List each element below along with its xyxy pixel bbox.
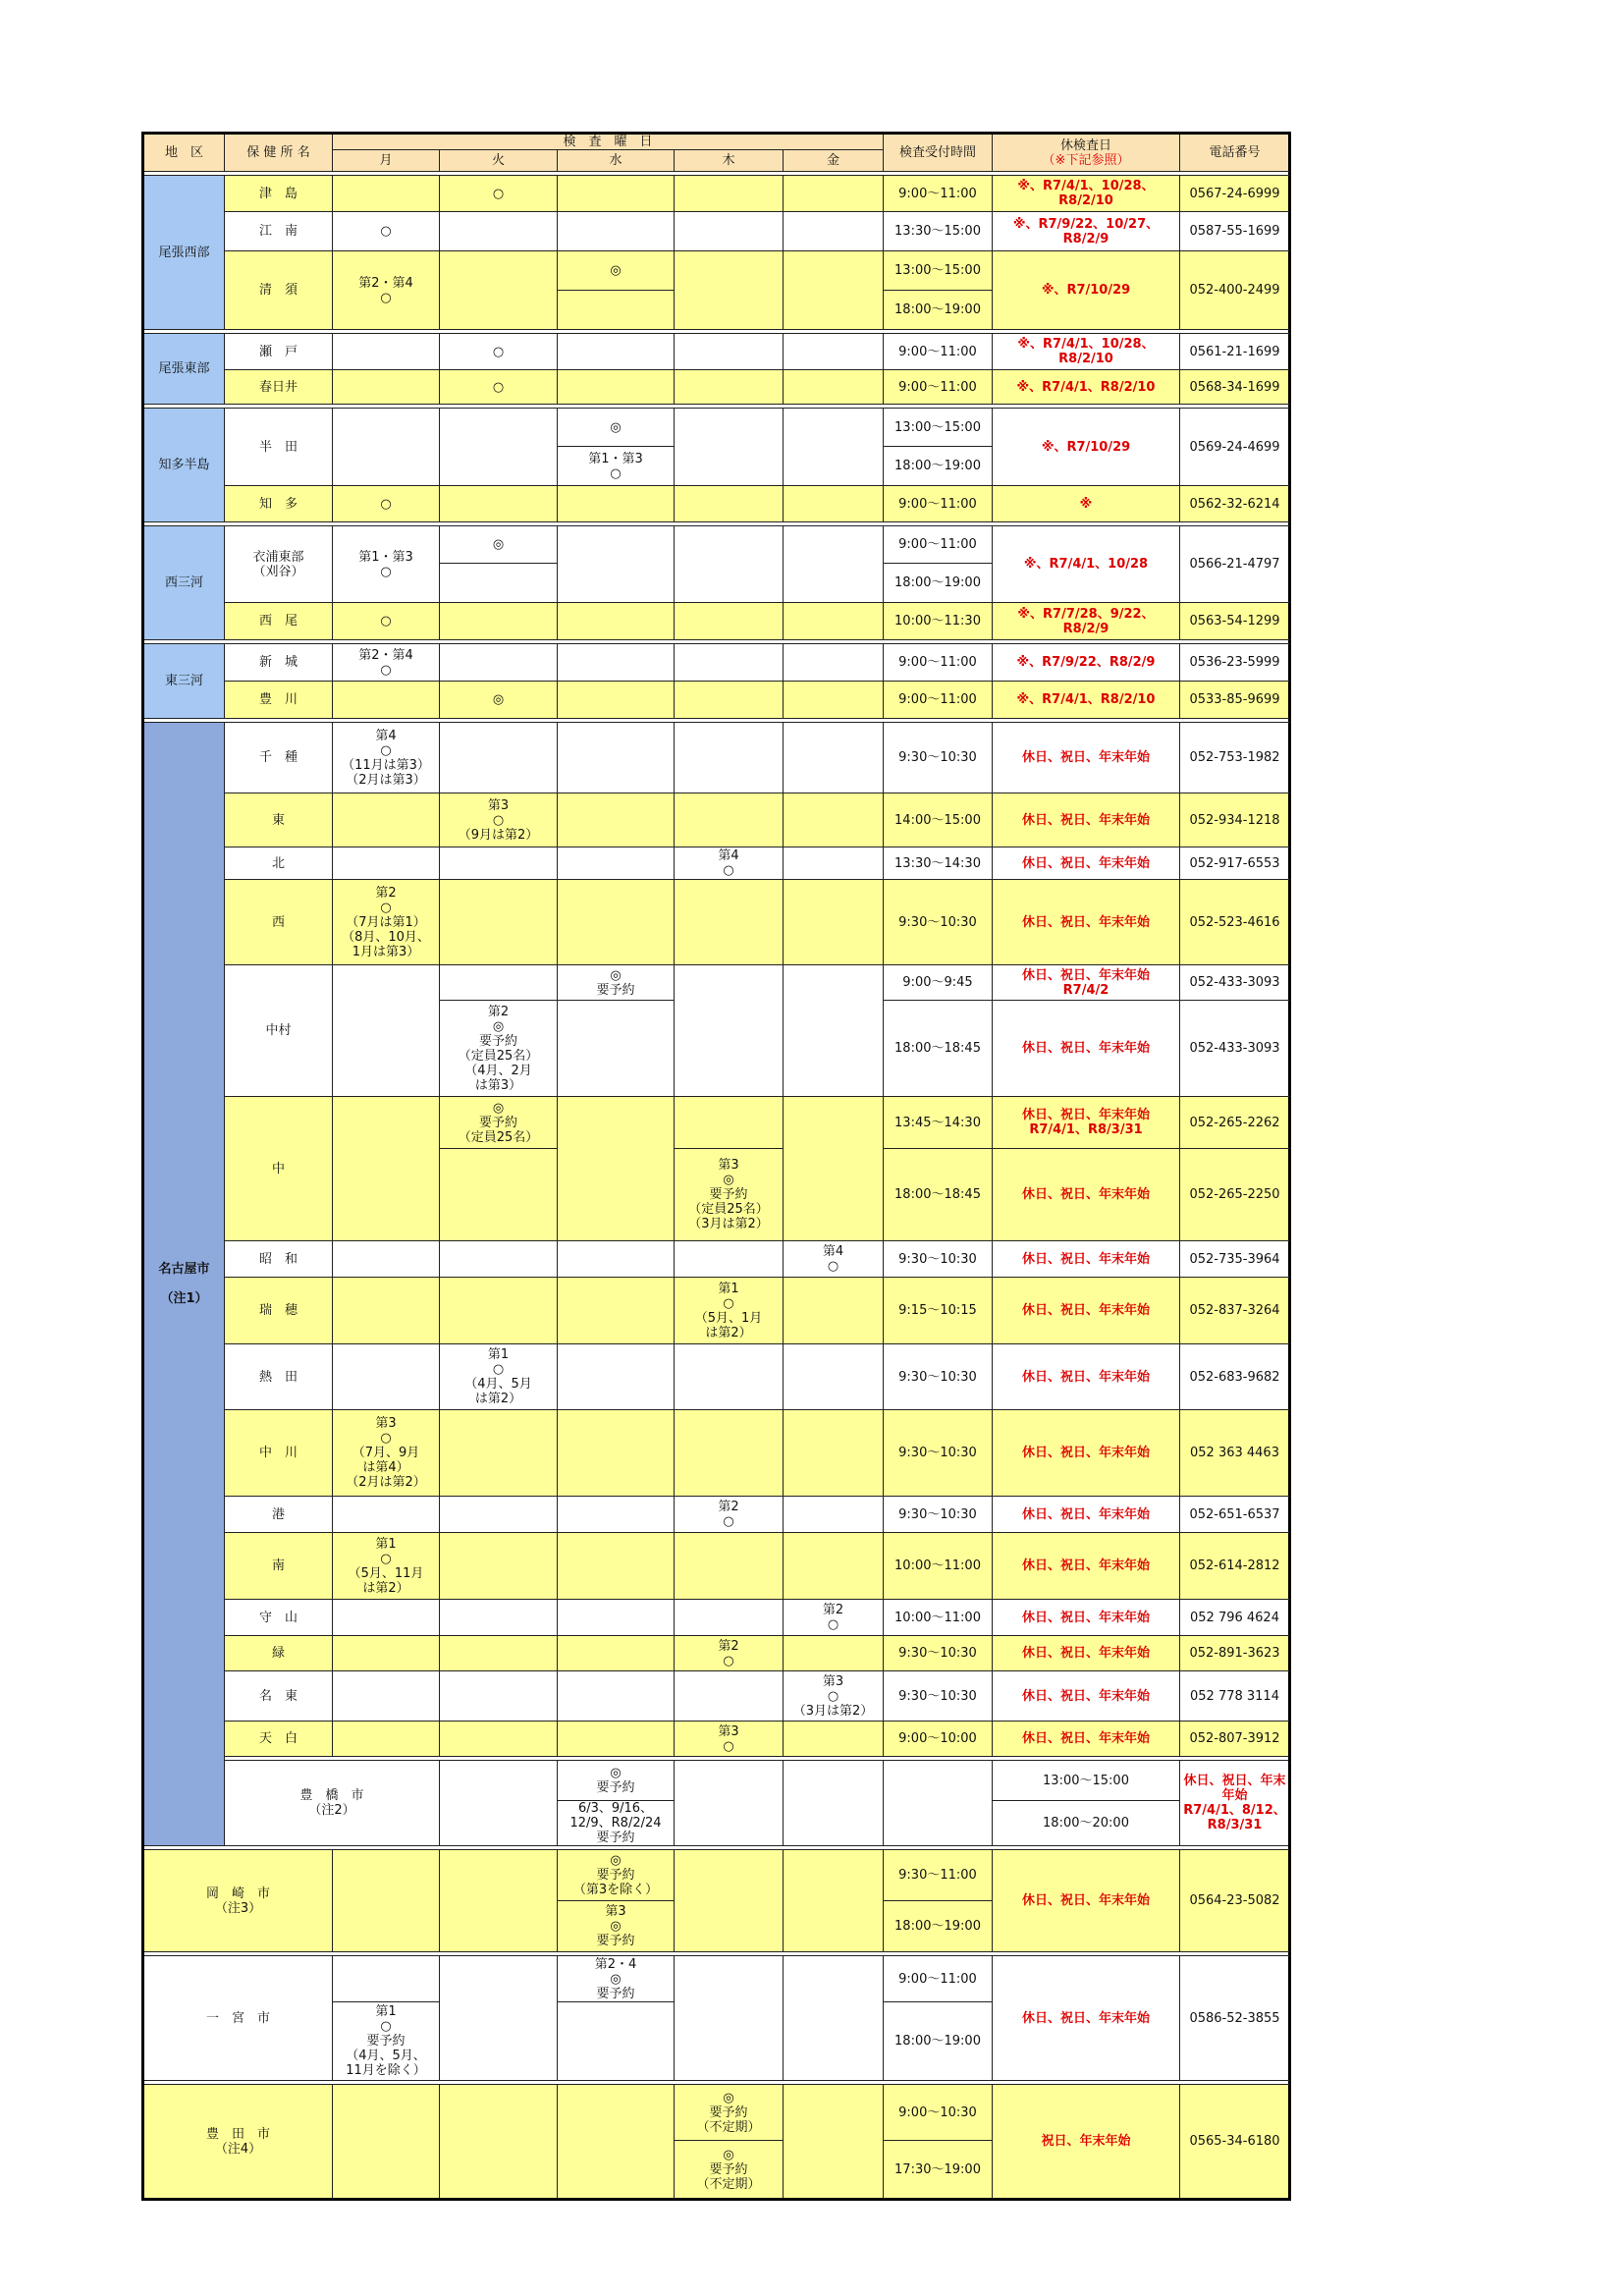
phone-number: 052-433-3093 [1180,965,1290,1001]
table-row [143,1636,1290,1671]
closed-days: ※、R7/9/22、10/27、 R8/2/9 [993,212,1180,251]
phone-number: 0562-32-6214 [1180,486,1290,522]
reception-time: 13:30～15:00 [884,212,993,251]
closed-days: 休日、祝日、年末年始 [993,1722,1180,1757]
closed-days: ※、R7/4/1、10/28 [993,526,1180,603]
reception-time: 13:00～15:00 [884,409,993,447]
phone-number: 0561-21-1699 [1180,334,1290,370]
district-chita: 知多半島 [143,409,225,522]
day-cell: 第3 ○ （7月、9月 は第4） （2月は第2） [333,1410,440,1497]
center-name: 天 白 [225,1722,333,1757]
day-cell: ◎ [440,682,558,719]
center-name: 瀬 戸 [225,334,333,370]
day-cell: 6/3、9/16、 12/9、R8/2/24 要予約 [558,1801,675,1846]
reception-time: 9:00～11:00 [884,334,993,370]
closed-days: 休日、祝日、年末年始 [993,847,1180,880]
center-name: 豊 川 [225,682,333,719]
phone-number: 052-753-1982 [1180,723,1290,793]
phone-number: 052-433-3093 [1180,1001,1290,1097]
reception-time: 10:00～11:00 [884,1600,993,1636]
center-header: 保 健 所 名 [225,134,333,172]
table-row [143,1600,1290,1636]
day-cell: ◎ 要予約 [558,965,675,1001]
center-name: 緑 [225,1636,333,1671]
center-name: 春日井 [225,370,333,405]
phone-header: 電話番号 [1180,134,1290,172]
closed-days: 休日、祝日、年末年始 [993,880,1180,965]
day-cell: 第1 ○ （5月、1月 は第2） [675,1278,784,1344]
reception-time: 9:30～10:30 [884,1344,993,1410]
phone-number: 0567-24-6999 [1180,176,1290,212]
phone-number: 052-523-4616 [1180,880,1290,965]
table-row [143,1097,1290,1149]
day-cell: 第1 ○ （4月、5月 は第2） [440,1344,558,1410]
district-higashimikawa: 東三河 [143,644,225,719]
center-name: 西 尾 [225,603,333,640]
closed-header-label: 休検査日 [1059,137,1111,153]
center-name: 中 [225,1097,333,1241]
table-row [143,176,1290,212]
center-name: 守 山 [225,1600,333,1636]
phone-number: 052-683-9682 [1180,1344,1290,1410]
day-cell: ◎ [558,409,675,447]
table-row [143,1497,1290,1533]
phone-number: 052-807-3912 [1180,1722,1290,1757]
center-name: 港 [225,1497,333,1533]
center-name: 西 [225,880,333,965]
day-cell: 第2・4 ◎ 要予約 [558,1956,675,2002]
day-cell: 第2・第4 ○ [333,644,440,682]
closed-days: ※、R7/4/1、R8/2/10 [993,370,1180,405]
closed-days: ※、R7/10/29 [993,251,1180,330]
reception-time: 14:00～15:00 [884,793,993,847]
phone-number: 052-837-3264 [1180,1278,1290,1344]
day-cell: 第2 ○ [675,1636,784,1671]
reception-time: 9:00～11:00 [884,682,993,719]
phone-number: 0569-24-4699 [1180,409,1290,486]
table-row [143,1344,1290,1410]
day-cell: 第4 ○ [784,1241,884,1278]
days-group-header: 検 査 曜 日 [333,134,884,150]
phone-number: 0536-23-5999 [1180,644,1290,682]
district-ichinomiya: 一 宮 市 [143,1956,333,2081]
table-row [143,212,1290,251]
reception-time: 9:00～10:00 [884,1722,993,1757]
table-row [143,2085,1290,2141]
closed-days: 祝日、年末年始 [993,2085,1180,2200]
day-cell: ◎ 要予約 （定員25名） [440,1097,558,1149]
day-cell: ○ [333,486,440,522]
reception-time: 9:30～10:30 [884,1671,993,1722]
phone-number: 0563-54-1299 [1180,603,1290,640]
center-name: 新 城 [225,644,333,682]
closed-days: 休日、祝日、年末年始 [993,1850,1180,1952]
day-cell: 第3 ◎ 要予約 （定員25名） （3月は第2） [675,1149,784,1241]
phone-number: 052-265-2250 [1180,1149,1290,1241]
reception-time: 9:30～10:30 [884,723,993,793]
center-name: 東 [225,793,333,847]
phone-number: 0587-55-1699 [1180,212,1290,251]
district-header: 地 区 [143,134,225,172]
closed-days: 休日、祝日、年末年始 [993,1671,1180,1722]
table-row [143,1533,1290,1600]
day-cell: 第3 ○ [675,1722,784,1757]
closed-days: ※、R7/4/1、10/28、 R8/2/10 [993,334,1180,370]
phone-number: 052-651-6537 [1180,1497,1290,1533]
reception-time: 9:30～11:00 [884,1850,993,1901]
center-name: 昭 和 [225,1241,333,1278]
reception-time: 18:00～19:00 [884,2002,993,2081]
closed-days: 休日、祝日、年末年始 [993,793,1180,847]
table-row [143,1278,1290,1344]
closed-days: 休日、祝日、年末年始 [993,1241,1180,1278]
phone-number: 052 363 4463 [1180,1410,1290,1497]
table-row [143,1850,1290,1901]
phone-number: 052-934-1218 [1180,793,1290,847]
phone-number: 0565-34-6180 [1180,2085,1290,2200]
day-cell: ○ [440,176,558,212]
table-row [143,880,1290,965]
day-cell: ◎ [558,251,675,291]
center-name: 南 [225,1533,333,1600]
day-cell: 第2・第4 ○ [333,251,440,330]
day-cell: ◎ 要予約 （第3を除く） [558,1850,675,1901]
day-cell: 第2 ◎ 要予約 （定員25名） （4月、2月 は第3） [440,1001,558,1097]
phone-number: 052 778 3114 [1180,1671,1290,1722]
center-name: 江 南 [225,212,333,251]
closed-days: 休日、祝日、年末年始 [993,1149,1180,1241]
reception-time: 9:00～11:00 [884,1956,993,2002]
day-cell: 第4 ○ [675,847,784,880]
reception-time: 9:30～10:30 [884,1497,993,1533]
day-header-fri: 金 [784,150,884,172]
closed-days: ※、R7/4/1、10/28、 R8/2/10 [993,176,1180,212]
reception-time: 9:00～11:00 [884,526,993,564]
table-row [143,1761,1290,1801]
day-cell: 第3 ◎ 要予約 [558,1901,675,1952]
district-nagoya: 名古屋市 （注1） [143,723,225,1846]
phone-number: 052-614-2812 [1180,1533,1290,1600]
reception-time: 9:30～10:30 [884,1410,993,1497]
center-name: 半 田 [225,409,333,486]
reception-time: 18:00～19:00 [884,1901,993,1952]
reception-time: 9:00～11:00 [884,486,993,522]
center-name: 名 東 [225,1671,333,1722]
day-cell: 第4 ○ （11月は第3） （2月は第3） [333,723,440,793]
closed-days: 休日、祝日、年末年始 [993,1278,1180,1344]
table-row [143,1722,1290,1757]
closed-header-note: （※下記参照） [1042,152,1130,168]
day-cell: 第2 ○ [675,1497,784,1533]
day-cell: ◎ [440,526,558,564]
center-name: 中村 [225,965,333,1097]
closed-days: ※、R7/7/28、9/22、 R8/2/9 [993,603,1180,640]
district-okazaki: 岡 崎 市 （注3） [143,1850,333,1952]
closed-days: 休日、祝日、年末年始 [993,1410,1180,1497]
day-header-mon: 月 [333,150,440,172]
day-cell: 第2 ○ （7月は第1） （8月、10月、 1月は第3） [333,880,440,965]
phone-number: 0568-34-1699 [1180,370,1290,405]
day-cell: ○ [333,603,440,640]
day-cell: ◎ 要予約 （不定期） [675,2085,784,2141]
day-header-tue: 火 [440,150,558,172]
reception-time: 9:00～9:45 [884,965,993,1001]
reception-time: 9:00～11:00 [884,370,993,405]
table-row [143,1410,1290,1497]
table-row [143,1956,1290,2002]
reception-time: 18:00～18:45 [884,1001,993,1097]
district-nishimikawa: 西三河 [143,526,225,640]
phone-number: 052-265-2262 [1180,1097,1290,1149]
phone-number: 052-917-6553 [1180,847,1290,880]
table-row [143,334,1290,370]
day-cell: 第3 ○ （9月は第2） [440,793,558,847]
closed-days: 休日、祝日、年末年始 R7/4/2 [993,965,1180,1001]
reception-time: 17:30～19:00 [884,2141,993,2200]
reception-time: 13:30～14:30 [884,847,993,880]
closed-days: ※ [993,486,1180,522]
table-row [143,486,1290,522]
phone-number: 052-735-3964 [1180,1241,1290,1278]
day-cell: 第2 ○ [784,1600,884,1636]
day-cell: 第1 ○ （5月、11月 は第2） [333,1533,440,1600]
reception-time: 9:00～10:30 [884,2085,993,2141]
reception-time: 9:30～10:30 [884,1241,993,1278]
day-header-thu: 木 [675,150,784,172]
day-cell: 第1・第3 ○ [558,447,675,486]
district-owari-west: 尾張西部 [143,176,225,330]
table-row [143,526,1290,564]
table-row [143,793,1290,847]
reception-time: 9:00～11:00 [884,644,993,682]
phone-number: 052-891-3623 [1180,1636,1290,1671]
day-cell: ○ [333,212,440,251]
header-row [143,134,1290,150]
reception-time: 13:00～15:00 [993,1761,1180,1801]
center-name: 津 島 [225,176,333,212]
center-name: 衣浦東部 （刈谷） [225,526,333,603]
reception-time: 18:00～20:00 [993,1801,1180,1846]
phone-number: 0566-21-4797 [1180,526,1290,603]
phone-number: 0564-23-5082 [1180,1850,1290,1952]
closed-days: 休日、祝日、年末年始 [993,723,1180,793]
reception-time: 18:00～19:00 [884,447,993,486]
reception-time: 18:00～19:00 [884,291,993,330]
table-row [143,603,1290,640]
center-name: 千 種 [225,723,333,793]
reception-time: 13:00～15:00 [884,251,993,291]
phone-number: 052 796 4624 [1180,1600,1290,1636]
reception-time: 9:00～11:00 [884,176,993,212]
reception-time: 9:15～10:15 [884,1278,993,1344]
table-row [143,409,1290,447]
closed-days: 休日、祝日、年末年始 [993,1533,1180,1600]
center-name: 熱 田 [225,1344,333,1410]
closed-days: ※、R7/9/22、R8/2/9 [993,644,1180,682]
table-row [143,723,1290,793]
center-name: 北 [225,847,333,880]
reception-time: 13:45～14:30 [884,1097,993,1149]
day-header-wed: 水 [558,150,675,172]
reception-time: 18:00～18:45 [884,1149,993,1241]
phone-number: 0586-52-3855 [1180,1956,1290,2081]
district-toyohashi: 豊 橋 市 （注2） [225,1761,440,1846]
closed-days: 休日、祝日、年末年始 [993,1344,1180,1410]
table-row [143,965,1290,1001]
reception-time: 10:00～11:30 [884,603,993,640]
reception-time: 10:00～11:00 [884,1533,993,1600]
day-cell: ○ [440,334,558,370]
closed-header [993,134,1180,172]
table-row [143,251,1290,291]
center-name: 清 須 [225,251,333,330]
table-row [143,1241,1290,1278]
day-cell: 第1 ○ 要予約 （4月、5月、 11月を除く） [333,2002,440,2081]
closed-days: 休日、祝日、年末年始 [993,1636,1180,1671]
reception-time: 18:00～19:00 [884,564,993,603]
time-header: 検査受付時間 [884,134,993,172]
table-row [143,847,1290,880]
closed-days: 休日、祝日、年末年始 R7/4/1、R8/3/31 [993,1097,1180,1149]
phone-number: 052-400-2499 [1180,251,1290,330]
closed-days: 休日、祝日、年末年始 R7/4/1、8/12、 R8/3/31 [1180,1761,1290,1846]
table-row [143,370,1290,405]
closed-days: ※、R7/4/1、R8/2/10 [993,682,1180,719]
center-name: 瑞 穂 [225,1278,333,1344]
center-name: 中 川 [225,1410,333,1497]
schedule-table [141,132,1291,2201]
center-name: 知 多 [225,486,333,522]
table-row [143,1671,1290,1722]
district-toyota: 豊 田 市 （注4） [143,2085,333,2200]
day-cell: ◎ 要予約 （不定期） [675,2141,784,2200]
table-row [143,644,1290,682]
closed-days: 休日、祝日、年末年始 [993,1497,1180,1533]
day-cell: ◎ 要予約 [558,1761,675,1801]
phone-number: 0533-85-9699 [1180,682,1290,719]
day-cell: 第3 ○ （3月は第2） [784,1671,884,1722]
closed-days: 休日、祝日、年末年始 [993,1001,1180,1097]
table-row [143,682,1290,719]
closed-days: 休日、祝日、年末年始 [993,1600,1180,1636]
closed-days: ※、R7/10/29 [993,409,1180,486]
district-owari-east: 尾張東部 [143,334,225,405]
reception-time: 9:30～10:30 [884,880,993,965]
closed-days: 休日、祝日、年末年始 [993,1956,1180,2081]
day-cell: ○ [440,370,558,405]
reception-time: 9:30～10:30 [884,1636,993,1671]
day-cell: 第1・第3 ○ [333,526,440,603]
